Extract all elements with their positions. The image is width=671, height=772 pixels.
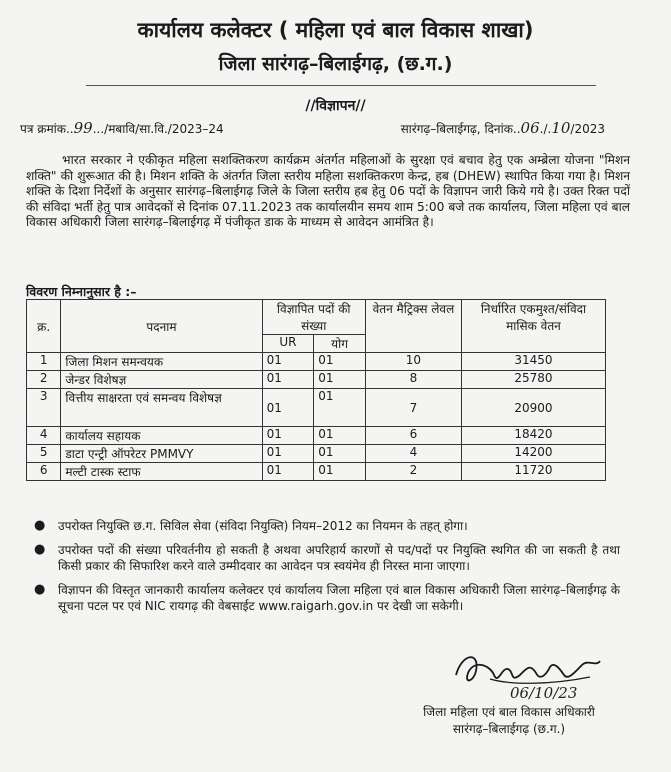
district-header: जिला सारंगढ़–बिलाईगढ़, (छ.ग.) [218, 53, 453, 75]
reference-number: 99 [73, 119, 93, 137]
row-total: 01 [314, 389, 366, 427]
row-ur: 01 [262, 463, 314, 481]
list-item [34, 518, 620, 534]
date-prefix: सारंगढ़–बिलाईगढ़, दिनांक [400, 122, 513, 136]
table-row [27, 371, 606, 389]
row-sno: 6 [27, 463, 61, 481]
list-item [34, 542, 620, 574]
letter-date: सारंगढ़–बिलाईगढ़, दिनांक..06./.10/2023 [400, 119, 605, 137]
date-year: /2023 [570, 122, 605, 136]
row-sno: 1 [27, 353, 61, 371]
row-ur: 01 [262, 427, 314, 445]
row-sno: 2 [27, 371, 61, 389]
row-salary: 25780 [461, 371, 605, 389]
row-level: 2 [365, 463, 461, 481]
row-total: 01 [314, 353, 366, 371]
header-divider [86, 85, 596, 86]
table-row [27, 463, 606, 481]
row-sno: 4 [27, 427, 61, 445]
row-level: 8 [365, 371, 461, 389]
row-total: 01 [314, 371, 366, 389]
bullet-icon: ● [34, 518, 46, 533]
row-ur: 01 [262, 389, 314, 427]
table-row [27, 389, 606, 427]
signatory-location: सारंगढ़–बिलाईगढ़ (छ.ग.) [452, 722, 566, 736]
list-item [34, 582, 620, 614]
row-total: 01 [314, 427, 366, 445]
row-salary: 14200 [461, 445, 605, 463]
row-post: मल्टी टास्क स्टाफ [61, 463, 262, 481]
date-month: 10 [551, 119, 571, 137]
row-salary: 31450 [461, 353, 605, 371]
row-level: 4 [365, 445, 461, 463]
header-total: योग [314, 335, 366, 353]
header-ur: UR [262, 335, 314, 353]
row-level: 7 [365, 389, 461, 427]
row-total: 01 [314, 463, 366, 481]
table-row [27, 445, 606, 463]
row-ur: 01 [262, 445, 314, 463]
office-header: कार्यालय कलेक्टर ( महिला एवं बाल विकास शाखा) [137, 18, 534, 42]
posts-table [26, 299, 606, 481]
header-positions: विज्ञापित पदों की संख्या [262, 300, 365, 335]
table-row [27, 353, 606, 371]
intro-paragraph: भारत सरकार ने एकीकृत महिला सशक्तिकरण कार्यक्रम अंतर्गत महिलाओं के सुरक्षा एवं बचाव हेतु एक अम्ब्रेला योजना "मिशन शक्ति" की शुरूआत की है। मिशन शक्ति के अंतर्गत जिला स्तरीय महिला सशक्तिकरण केन्द्र, हब (DHEW) स्थापित किया गया है। मिशन शक्ति के दिशा निर्देशों के अनुसार सारंगढ़–बिलाईगढ़ जिले के जिला स्तरीय हब हेतु 06 पदों के विज्ञापन जारी किये गये है। उक्त रिक्त पदों की संविदा भर्ती हेतु पात्र आवेदकों से दिनांक 07.11.2023 तक कार्यालयीन समय शाम 5:00 बजे तक कार्यालय, जिला महिला एवं बाल विकास अधिकारी जिला सारंगढ़–बिलाईगढ़ में पंजीकृत डाक के माध्यम से आवेदन आमंत्रित है। [26, 153, 630, 230]
signature-date: 06/10/23 [510, 684, 578, 702]
row-level: 10 [365, 353, 461, 371]
row-salary: 20900 [461, 389, 605, 427]
row-post: जिला मिशन समन्वयक [61, 353, 262, 371]
row-post: कार्यालय सहायक [61, 427, 262, 445]
row-salary: 11720 [461, 463, 605, 481]
date-day: 06 [520, 119, 540, 137]
note-text: उपरोक्त नियुक्ति छ.ग. सिविल सेवा (संविदा नियुक्ति) नियम–2012 का नियमन के तहत् होगा। [58, 519, 468, 533]
row-ur: 01 [262, 353, 314, 371]
row-total: 01 [314, 445, 366, 463]
row-sno: 5 [27, 445, 61, 463]
letter-reference: पत्र क्रमांक..99.../मबावि/सा.वि./2023–24 [20, 119, 224, 137]
notes-list [34, 518, 620, 622]
header-sno: क्र. [27, 300, 61, 353]
row-salary: 18420 [461, 427, 605, 445]
reference-prefix: पत्र क्रमांक [20, 122, 66, 136]
note-text: उपरोक्त पदों की संख्या परिवर्तनीय हो सकती है अथवा अपरिहार्य कारणों से पद/पदों पर नियुक्ति स्थगित की जा सकती है तथा किसी प्रकार की सिफारिश करने वाले उम्मीदवार का आवेदन पत्र स्वयंमेव ही निरस्त माना जाएगा। [58, 543, 620, 573]
bullet-icon: ● [34, 542, 46, 557]
row-level: 6 [365, 427, 461, 445]
signatory-title: जिला महिला एवं बाल विकास अधिकारी [423, 705, 595, 719]
bullet-icon: ● [34, 582, 46, 597]
details-heading: विवरण निम्नानुसार है :– [26, 284, 137, 299]
header-salary: निर्धारित एकमुश्त/संविदा मासिक वेतन [461, 300, 605, 353]
row-post: जेन्डर विशेषज्ञ [61, 371, 262, 389]
signatory-office [394, 704, 624, 738]
reference-suffix: /मबावि/सा.वि./2023–24 [104, 122, 224, 136]
row-post: डाटा एन्ट्री ऑपरेटर PMMVY [61, 445, 262, 463]
note-text: विज्ञापन की विस्तृत जानकारी कार्यालय कलेक्टर एवं कार्यालय जिला महिला एवं बाल विकास अधिकारी जिला सारंगढ़–बिलाईगढ़ के सूचना पटल पर एवं NIC रायगढ़ की वेबसाईट www.raigarh.gov.in पर देखी जा सकेगी। [58, 583, 620, 613]
header-post: पदनाम [61, 300, 262, 353]
document-title: //विज्ञापन// [305, 98, 366, 114]
row-ur: 01 [262, 371, 314, 389]
row-post: वित्तीय साक्षरता एवं समन्वय विशेषज्ञ [61, 389, 262, 427]
table-row [27, 427, 606, 445]
header-level: वेतन मैट्रिक्स लेवल [365, 300, 461, 353]
row-sno: 3 [27, 389, 61, 427]
